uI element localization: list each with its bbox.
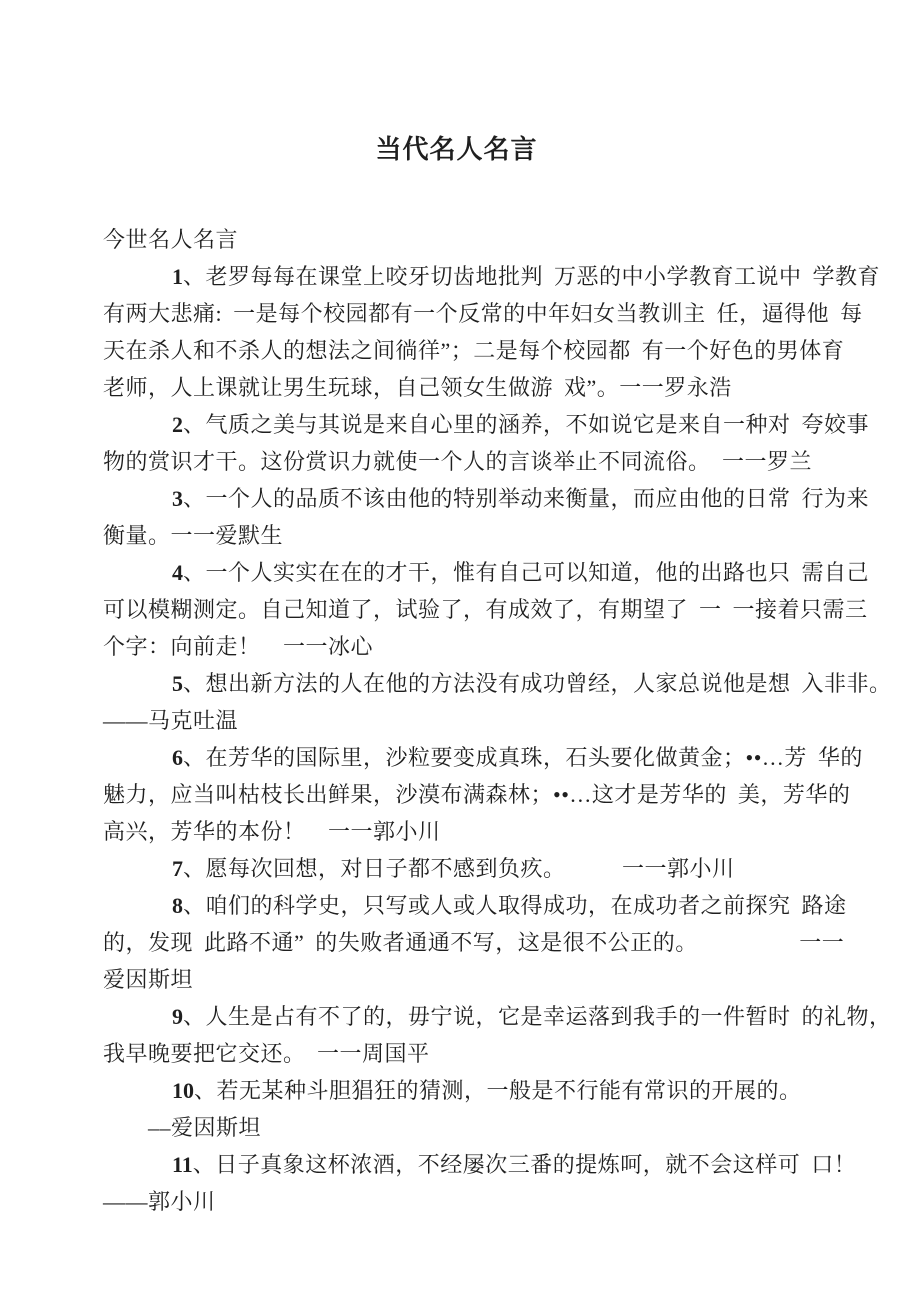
quote-number: 11 [172, 1152, 193, 1177]
subtitle: 今世名人名言 [103, 227, 239, 252]
quote-number: 1 [172, 264, 183, 289]
quote-number: 2 [172, 412, 183, 437]
quote-11-line-2: ——郭小川 [103, 1189, 216, 1214]
quote-2-line-1: 2、气质之美与其说是来自心里的涵养，不如说它是来自一种对 夸姣事 [172, 412, 870, 437]
quote-5-line-2: ——马克吐温 [103, 708, 239, 733]
quote-10-line-2: ––爱因斯坦 [103, 1115, 262, 1140]
quote-number: 8 [172, 893, 183, 918]
quote-2-line-2: 物的赏识才干。这份赏识力就使一个人的言谈举止不同流俗。 一一罗兰 [103, 449, 813, 474]
quote-6-line-1: 6、在芳华的国际里，沙粒要变成真珠，石头要化做黄金；••…芳 华的 [172, 745, 863, 770]
quote-6-line-3: 高兴，芳华的本份！ 一一郭小川 [103, 819, 441, 844]
quote-number: 7 [172, 856, 183, 881]
quote-11-line-1: 11、日子真象这杯浓酒，不经屡次三番的提炼呵，就不会这样可 口！ [172, 1152, 857, 1177]
quote-7-line-1: 7、愿每次回想，对日子都不感到负疚。 一一郭小川 [172, 856, 735, 881]
quote-number: 6 [172, 745, 183, 770]
quote-number: 4 [172, 560, 183, 585]
quote-1-line-2: 有两大悲痛: 一是每个校园都有一个反常的中年妇女当教训主 任，逼得他 每 [103, 301, 863, 326]
quote-9-line-2: 我早晚要把它交还。 一一周国平 [103, 1041, 430, 1066]
quote-5-line-1: 5、想出新方法的人在他的方法没有成功曾经，人家总说他是想 入非非。 [172, 671, 892, 696]
quote-10-line-1: 10、若无某种斗胆猖狂的猜测，一般是不行能有常识的开展的。 [172, 1078, 802, 1103]
quote-3-line-2: 衡量。一一爱默生 [103, 523, 284, 548]
quote-number: 10 [172, 1078, 194, 1103]
quote-number: 5 [172, 671, 183, 696]
quote-4-line-1: 4、一个人实实在在的才干，惟有自己可以知道，他的出路也只 需自己 [172, 560, 870, 585]
quote-4-line-3: 个字：向前走！ 一一冰心 [103, 634, 374, 659]
quote-1-line-3: 天在杀人和不杀人的想法之间徜徉”；二是每个校园都 有一个好色的男体育 [103, 338, 845, 363]
quote-3-line-1: 3、一个人的品质不该由他的特别举动来衡量，而应由他的日常 行为来 [172, 486, 870, 511]
quote-4-line-2: 可以模糊测定。自己知道了，试验了，有成效了，有期望了 一 一接着只需三 [103, 597, 868, 622]
quote-list [103, 258, 892, 1220]
quote-8-line-3: 爱因斯坦 [103, 967, 194, 992]
quote-number: 3 [172, 486, 183, 511]
quote-1-line-1: 1、老罗每每在课堂上咬牙切齿地批判 万恶的中小学教育工说中 学教育 [172, 264, 881, 289]
quote-number: 9 [172, 1004, 183, 1029]
quote-8-line-2: 的，发现 此路不通” 的失败者通通不写，这是很不公正的。 一一 [103, 930, 845, 955]
page-title: 当代名人名言 [375, 135, 538, 164]
quote-1-line-4: 老师，人上课就让男生玩球，自己领女生做游 戏”。一一罗永浩 [103, 375, 732, 400]
quote-9-line-1: 9、人生是占有不了的，毋宁说，它是幸运落到我手的一件暂时 的礼物， [172, 1004, 892, 1029]
quote-6-line-2: 魅力，应当叫枯枝长出鲜果，沙漠布满森林；••…这才是芳华的 美，芳华的 [103, 782, 851, 807]
quote-8-line-1: 8、咱们的科学史，只写或人或人取得成功，在成功者之前探究 路途 [172, 893, 847, 918]
